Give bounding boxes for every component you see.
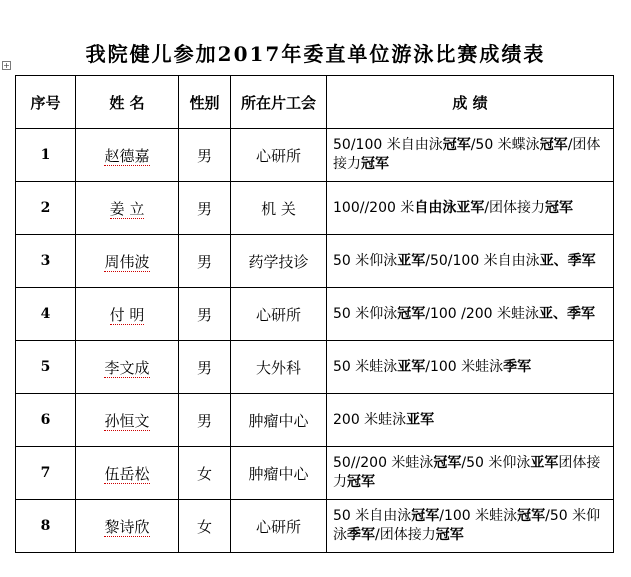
cell-gender: 男 bbox=[179, 341, 231, 394]
result-award: 亚军 bbox=[397, 358, 426, 375]
header-row bbox=[16, 76, 614, 129]
athlete-name: 赵德嘉 bbox=[104, 146, 150, 165]
result-event: 50//200 米蛙泳 bbox=[333, 455, 434, 471]
result-event: /50 米仰泳 bbox=[333, 508, 601, 543]
cell-unit: 肿瘤中心 bbox=[231, 447, 327, 500]
athlete-name: 孙恒文 bbox=[104, 411, 150, 430]
cell-result bbox=[327, 341, 614, 394]
cell-index: 5 bbox=[16, 341, 76, 394]
cell-unit: 心研所 bbox=[231, 500, 327, 553]
cell-index: 8 bbox=[16, 500, 76, 553]
result-event: 50/100 米自由泳 bbox=[333, 137, 443, 153]
move-anchor-icon[interactable]: + bbox=[3, 61, 10, 70]
result-award: 冠军 bbox=[539, 137, 568, 153]
cell-result bbox=[327, 447, 614, 500]
result-award: 冠军 bbox=[517, 508, 546, 524]
cell-index: 4 bbox=[16, 288, 76, 341]
cell-result bbox=[327, 182, 614, 235]
cell-name bbox=[76, 182, 179, 235]
cell-gender: 男 bbox=[179, 129, 231, 182]
results-table bbox=[15, 75, 614, 553]
result-award: 亚军 bbox=[397, 252, 426, 269]
cell-unit: 心研所 bbox=[231, 129, 327, 182]
table-row bbox=[16, 447, 614, 500]
athlete-name: 付 明 bbox=[109, 305, 145, 324]
cell-unit: 肿瘤中心 bbox=[231, 394, 327, 447]
result-event: /50 米仰泳 bbox=[461, 455, 531, 471]
cell-name bbox=[76, 447, 179, 500]
result-award: 亚、季军 bbox=[539, 252, 596, 269]
page-title: 我院健儿参加2017年委直单位游泳比赛成绩表 bbox=[85, 42, 546, 66]
result-event: /团体接力 bbox=[375, 527, 436, 543]
cell-index: 1 bbox=[16, 129, 76, 182]
cell-index: 2 bbox=[16, 182, 76, 235]
cell-result bbox=[327, 394, 614, 447]
result-award: 亚、季军 bbox=[539, 305, 596, 322]
table-row bbox=[16, 182, 614, 235]
result-award: 冠军 bbox=[411, 508, 440, 524]
result-award: 季军 bbox=[347, 527, 375, 543]
result-event: 200 米蛙泳 bbox=[333, 411, 407, 428]
header-unit: 所在片工会 bbox=[231, 76, 327, 129]
result-event: 100//200 米 bbox=[333, 199, 415, 216]
table-row bbox=[16, 500, 614, 553]
header-name: 姓 名 bbox=[76, 76, 179, 129]
cell-unit: 大外科 bbox=[231, 341, 327, 394]
cell-name bbox=[76, 129, 179, 182]
result-event: /100 米蛙泳 bbox=[439, 508, 518, 524]
result-event: /团体接力 bbox=[333, 137, 601, 172]
result-award: 亚军 bbox=[530, 455, 559, 471]
cell-gender: 男 bbox=[179, 288, 231, 341]
table-row bbox=[16, 394, 614, 447]
cell-gender: 男 bbox=[179, 394, 231, 447]
result-event: /100 米蛙泳 bbox=[425, 358, 504, 375]
result-award: 冠军 bbox=[433, 455, 462, 471]
result-event: 50 米自由泳 bbox=[333, 508, 412, 524]
athlete-name: 周伟波 bbox=[104, 252, 150, 271]
athlete-name: 李文成 bbox=[104, 358, 150, 377]
cell-gender: 男 bbox=[179, 182, 231, 235]
table-row bbox=[16, 341, 614, 394]
table-row bbox=[16, 129, 614, 182]
result-award: 冠军 bbox=[435, 527, 464, 543]
cell-gender: 男 bbox=[179, 235, 231, 288]
cell-name bbox=[76, 394, 179, 447]
header-index: 序号 bbox=[16, 76, 76, 129]
result-event: 团体接力 bbox=[333, 455, 601, 490]
result-award: 冠军 bbox=[397, 305, 426, 322]
cell-result bbox=[327, 288, 614, 341]
result-award: 冠军 bbox=[545, 199, 574, 216]
athlete-name: 伍岳松 bbox=[104, 464, 150, 483]
result-award: 季军 bbox=[503, 358, 532, 375]
header-gender: 性别 bbox=[179, 76, 231, 129]
cell-unit: 药学技诊 bbox=[231, 235, 327, 288]
result-award: 自由泳亚军 bbox=[414, 199, 485, 216]
cell-index: 7 bbox=[16, 447, 76, 500]
cell-name bbox=[76, 341, 179, 394]
cell-index: 6 bbox=[16, 394, 76, 447]
table-body bbox=[16, 129, 614, 553]
cell-result bbox=[327, 129, 614, 182]
cell-unit: 机 关 bbox=[231, 182, 327, 235]
table-row bbox=[16, 235, 614, 288]
result-event: /50 米蝶泳 bbox=[470, 137, 540, 153]
cell-name bbox=[76, 235, 179, 288]
cell-index: 3 bbox=[16, 235, 76, 288]
athlete-name: 黎诗欣 bbox=[104, 517, 150, 536]
cell-name bbox=[76, 500, 179, 553]
result-award: 冠军 bbox=[347, 474, 375, 490]
result-event: 50 米蛙泳 bbox=[333, 358, 398, 375]
cell-result bbox=[327, 500, 614, 553]
cell-gender: 女 bbox=[179, 500, 231, 553]
result-award: 亚军 bbox=[406, 411, 435, 428]
cell-unit: 心研所 bbox=[231, 288, 327, 341]
result-award: 冠军 bbox=[442, 137, 471, 153]
header-result: 成 绩 bbox=[327, 76, 614, 129]
table-row bbox=[16, 288, 614, 341]
result-event: /团体接力 bbox=[484, 199, 546, 216]
result-event: 50 米仰泳 bbox=[333, 252, 398, 269]
result-award: 冠军 bbox=[361, 156, 389, 172]
cell-gender: 女 bbox=[179, 447, 231, 500]
athlete-name: 姜 立 bbox=[109, 199, 145, 218]
result-event: /50/100 米自由泳 bbox=[425, 252, 540, 269]
cell-result bbox=[327, 235, 614, 288]
result-event: /100 /200 米蛙泳 bbox=[425, 305, 540, 322]
cell-name bbox=[76, 288, 179, 341]
result-event: 50 米仰泳 bbox=[333, 305, 398, 322]
